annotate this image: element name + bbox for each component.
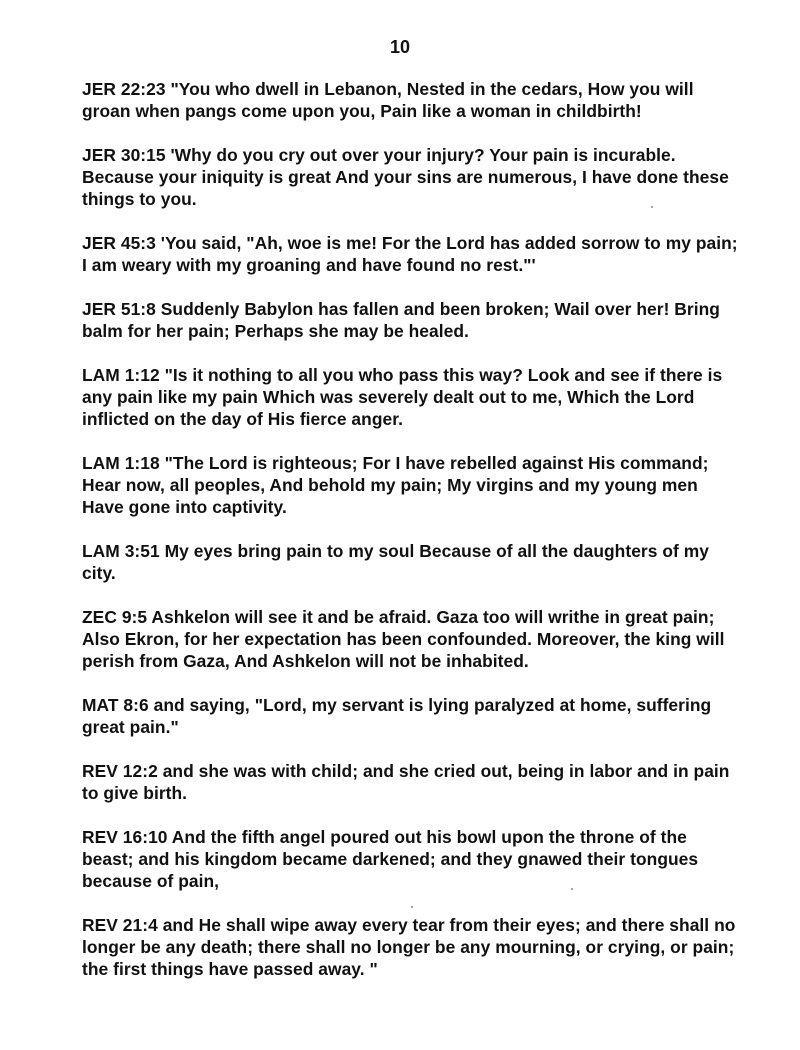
verse-reference: JER 22:23 xyxy=(82,79,166,99)
verse-mat-8-6 xyxy=(82,694,742,738)
verse-jer-22-23 xyxy=(82,78,742,122)
verse-text: And the fifth angel poured out his bowl upon the throne of the beast; and his kingdom became darkened; and they gnawed their tongues because of pain, xyxy=(82,827,699,891)
verse-rev-21-4 xyxy=(82,914,742,980)
verse-reference: REV 12:2 xyxy=(82,761,158,781)
verse-jer-45-3 xyxy=(82,232,742,276)
verse-jer-51-8 xyxy=(82,298,742,342)
scan-speck xyxy=(411,906,413,908)
verse-text: and she was with child; and she cried out, being in labor and in pain to give birth. xyxy=(82,761,730,803)
verse-reference: LAM 1:18 xyxy=(82,453,160,473)
verse-reference: ZEC 9:5 xyxy=(82,607,148,627)
verse-text: and He shall wipe away every tear from their eyes; and there shall no longer be any death; there shall no longer be any mourning, or crying, or pain; the first things have passed away. " xyxy=(82,915,736,979)
verse-reference: REV 16:10 xyxy=(82,827,168,847)
verse-reference: JER 51:8 xyxy=(82,299,156,319)
verse-text: 'You said, "Ah, woe is me! For the Lord has added sorrow to my pain; I am weary with my groaning and have found no rest."' xyxy=(82,233,738,275)
verse-zec-9-5 xyxy=(82,606,742,672)
verse-reference: MAT 8:6 xyxy=(82,695,149,715)
verse-lam-1-18 xyxy=(82,452,742,518)
verse-text: "The Lord is righteous; For I have rebelled against His command; Hear now, all peoples, And behold my pain; My virgins and my young men Have gone into captivity. xyxy=(82,453,709,517)
verse-text: Ashkelon will see it and be afraid. Gaza too will writhe in great pain; Also Ekron, for her expectation has been confounded. Moreover, the king will perish from Gaza, And Ashkelon will not be inhabited. xyxy=(82,607,725,671)
verse-lam-3-51 xyxy=(82,540,742,584)
scan-speck xyxy=(651,206,653,208)
verse-list xyxy=(82,78,742,1002)
verse-reference: JER 45:3 xyxy=(82,233,156,253)
verse-lam-1-12 xyxy=(82,364,742,430)
verse-reference: LAM 3:51 xyxy=(82,541,160,561)
verse-text: 'Why do you cry out over your injury? Your pain is incurable. Because your iniquity is great And your sins are numerous, I have done these things to you. xyxy=(82,145,729,209)
verse-text: "Is it nothing to all you who pass this way? Look and see if there is any pain like my pain Which was severely dealt out to me, Which the Lord inflicted on the day of His fierce anger. xyxy=(82,365,723,429)
verse-text: "You who dwell in Lebanon, Nested in the cedars, How you will groan when pangs come upon you, Pain like a woman in childbirth! xyxy=(82,79,694,121)
verse-text: and saying, "Lord, my servant is lying paralyzed at home, suffering great pain." xyxy=(82,695,712,737)
verse-reference: REV 21:4 xyxy=(82,915,158,935)
verse-rev-16-10 xyxy=(82,826,742,892)
verse-rev-12-2 xyxy=(82,760,742,804)
verse-text: Suddenly Babylon has fallen and been broken; Wail over her! Bring balm for her pain; Perhaps she may be healed. xyxy=(82,299,720,341)
verse-text: My eyes bring pain to my soul Because of all the daughters of my city. xyxy=(82,541,709,583)
scan-speck xyxy=(571,888,573,890)
verse-jer-30-15 xyxy=(82,144,742,210)
verse-reference: LAM 1:12 xyxy=(82,365,160,385)
verse-reference: JER 30:15 xyxy=(82,145,166,165)
page-number: 10 xyxy=(389,37,411,57)
